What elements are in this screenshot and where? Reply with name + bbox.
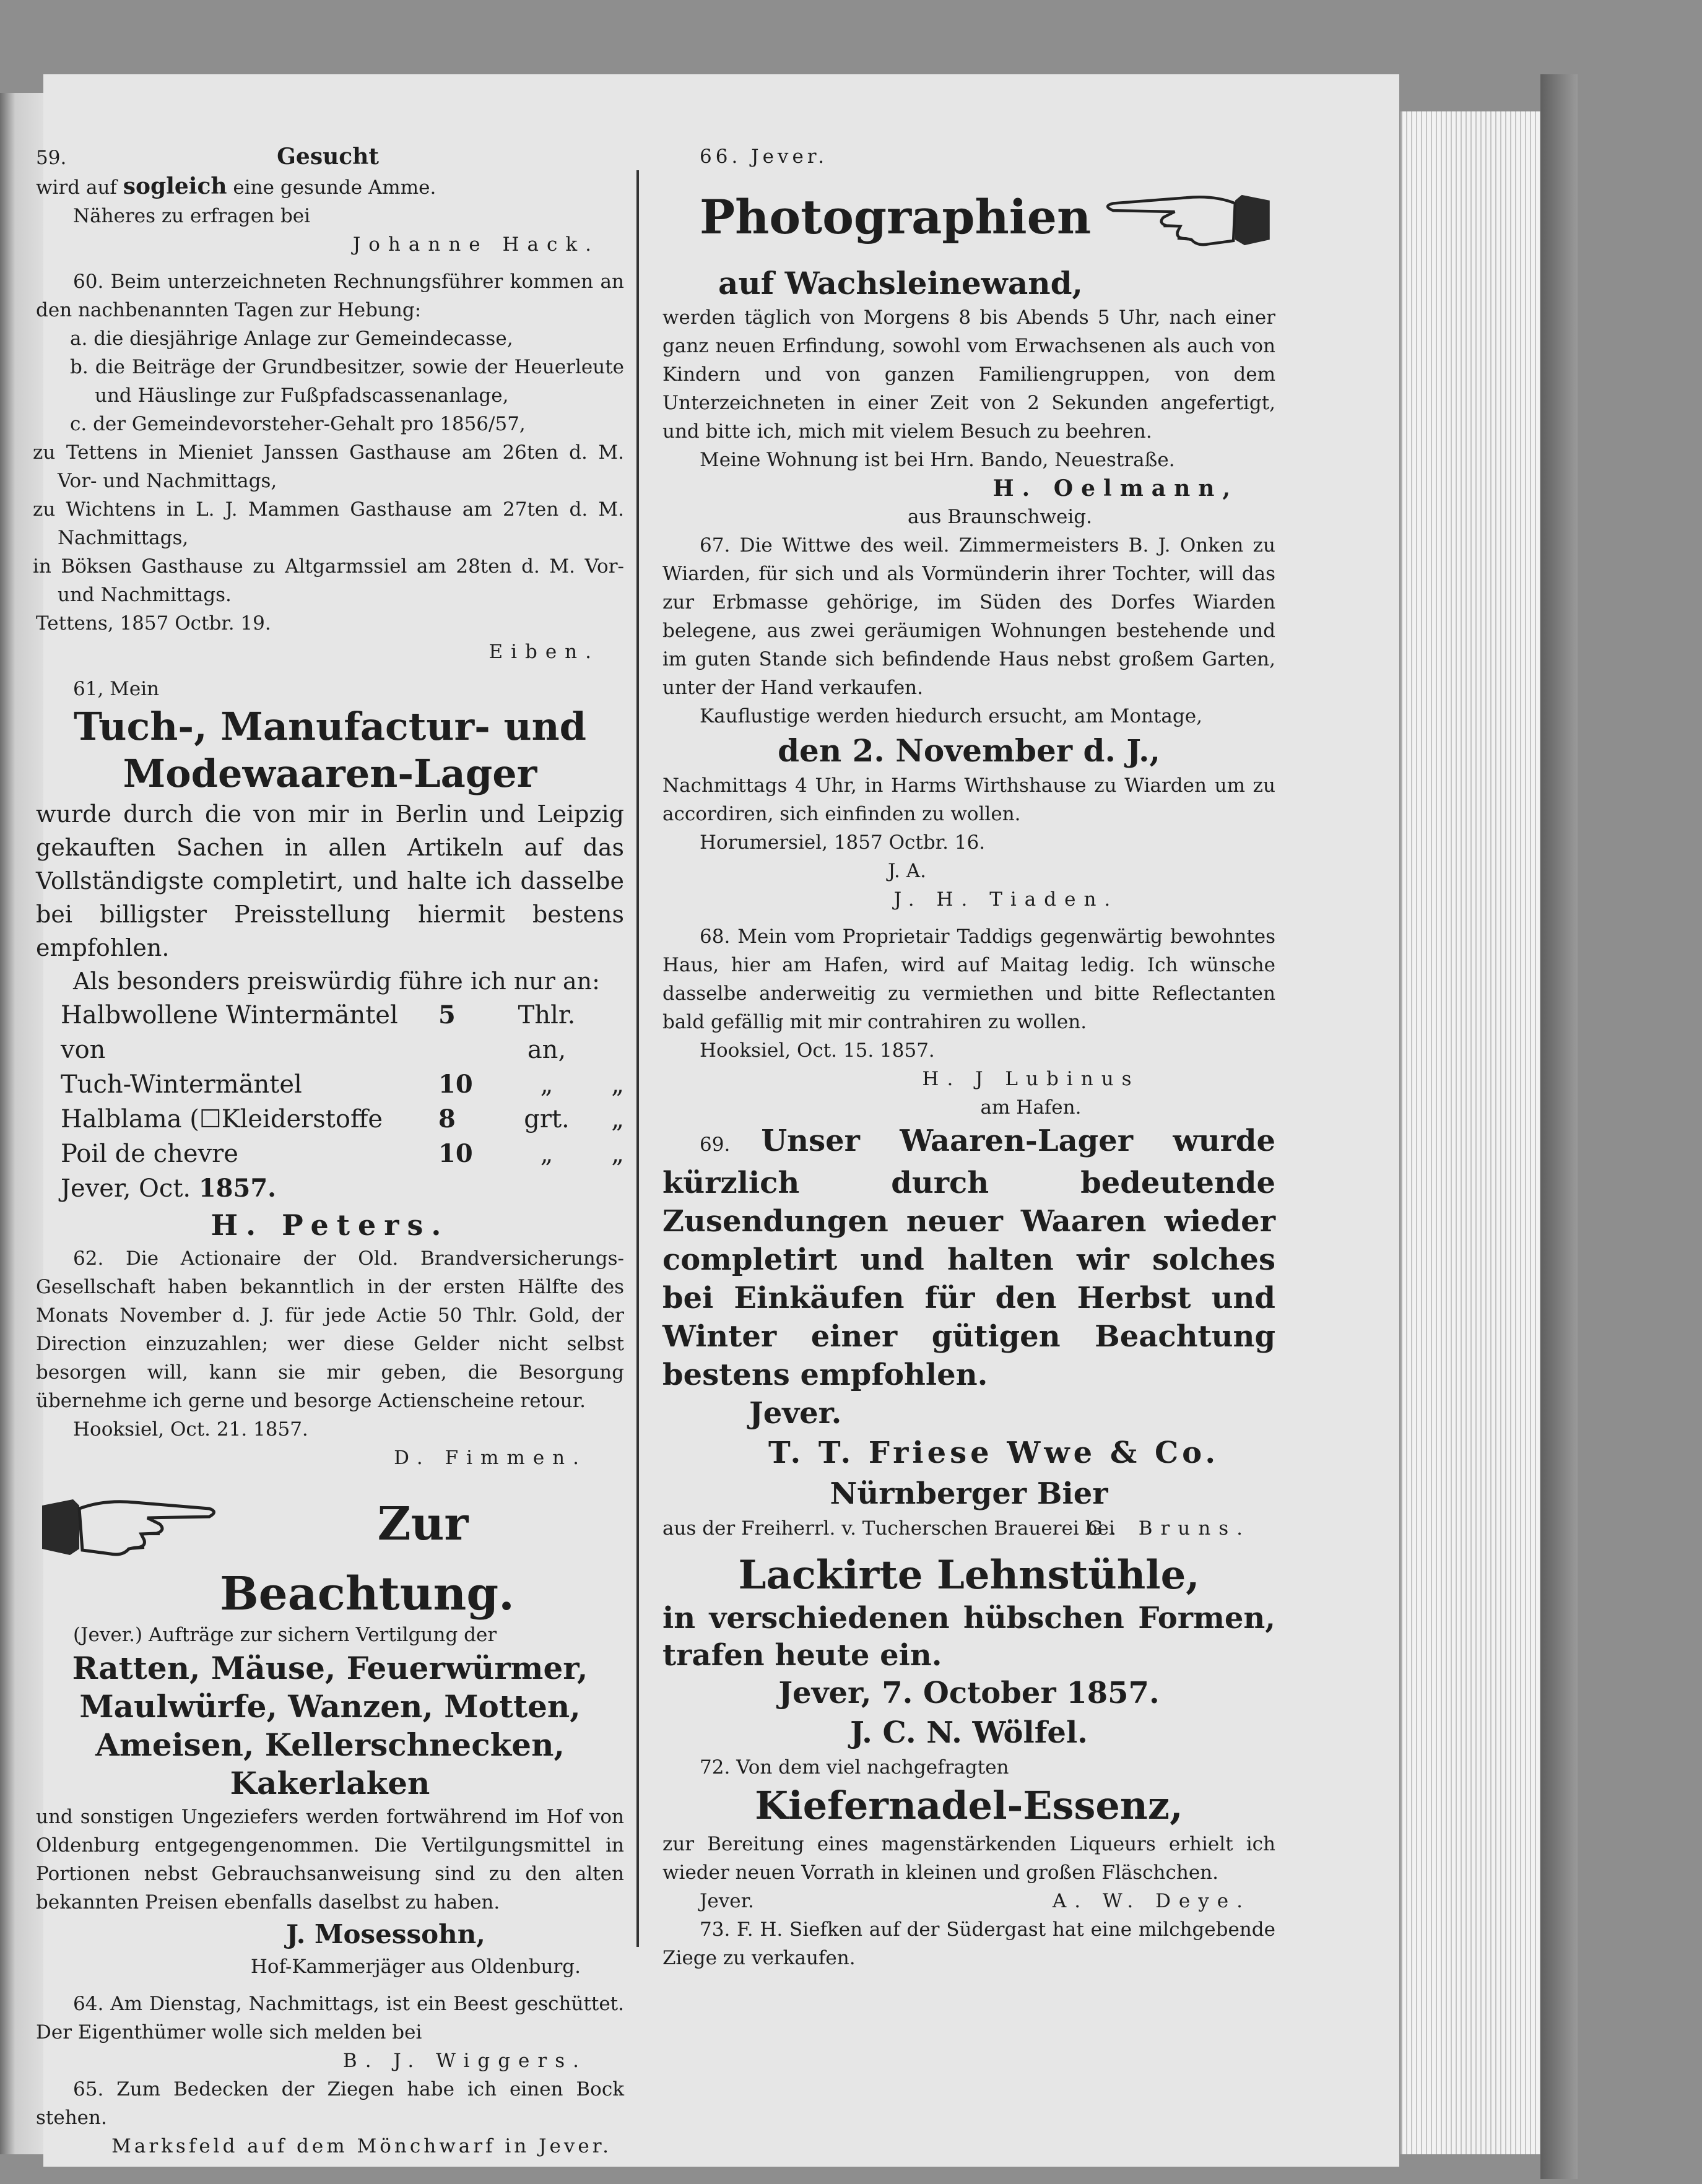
price-ditto: „ [611, 1140, 624, 1168]
price-item-name: Poil de chevre [61, 1140, 238, 1168]
ad-date: Horumersiel, 1857 Octbr. 16. [700, 831, 986, 854]
price-value: 8 [438, 1104, 456, 1133]
ad-text: zur Bereitung eines magenstärkenden Liqueurs erhielt ich wieder neuen Vorrath in kleinen und großen Fläschchen. [662, 1833, 1275, 1884]
list-item: c. der Gemeindevorsteher-Gehalt pro 1856/57, [70, 413, 526, 435]
ad-62 [36, 1244, 624, 1472]
ad-address: Meine Wohnung ist bei Hrn. Bando, Neuestraße. [700, 449, 1175, 471]
ad-title: Lackirte Lehnstühle, [738, 1552, 1200, 1598]
price-row [36, 1137, 624, 1171]
ad-date: Hooksiel, Oct. 21. 1857. [73, 1418, 308, 1441]
ad-subtitle: auf Wachsleinewand, [718, 265, 1083, 301]
ad-signature-title: Hof-Kammerjäger aus Oldenburg. [250, 1956, 581, 1978]
ad-title: Nürnberger Bier [830, 1476, 1108, 1511]
ad-signature-origin: aus Braunschweig. [908, 506, 1092, 528]
ad-text: und sonstigen Ungeziefers werden fortwährend im Hof von Oldenburg entgegengenommen. Die Vertilgungsmittel in Portionen nebst Gebrauchsanweisung sind zu den alten bekannten Preisen ebenfalls daselbst zu haben. [36, 1806, 624, 1913]
ad-73 [662, 1915, 1275, 1972]
ad-70 [662, 1473, 1275, 1543]
ad-signature: A. W. Deye. [1052, 1890, 1251, 1912]
ad-text: Nachmittags 4 Uhr, in Harms Wirthshause zu Wiarden um zu accordiren, sich einfinden zu wollen. [662, 774, 1275, 825]
pointing-hand-left-icon [1091, 171, 1275, 264]
ad-text: 64. Am Dienstag, Nachmittags, ist ein Beest geschüttet. Der Eigenthümer wolle sich melden bei [36, 1993, 624, 2043]
price-item-name: Halblama (☐Kleiderstoffe [61, 1105, 383, 1133]
price-ditto: „ [611, 1105, 624, 1133]
ad-66 [662, 142, 1275, 531]
ad-signature: J. C. N. Wölfel. [850, 1715, 1088, 1750]
ad-signature: D. Fimmen. [394, 1447, 587, 1469]
ad-signature-origin: am Hafen. [980, 1096, 1082, 1119]
price-value: 10 [438, 1070, 473, 1099]
ad-61 [36, 675, 624, 1244]
ad-text: in verschiedenen hübschen Formen, trafen heute ein. [662, 1601, 1275, 1673]
price-list [36, 998, 624, 1171]
ad-number: 69. [700, 1133, 731, 1156]
ad-text: wird auf [36, 176, 117, 199]
ad-date: Jever, Oct. [61, 1174, 191, 1203]
ad-text: 73. F. H. Siefken auf der Südergast hat eine milchgebende Ziege zu verkaufen. [662, 1918, 1275, 1969]
ad-text: 72. Von dem viel nachgefragten [700, 1756, 1009, 1779]
ad-text: Näheres zu erfragen bei [73, 205, 311, 227]
ad-text: 60. Beim unterzeichneten Rechnungsführer kommen an den nachbenannten Tagen zur Hebung: [36, 271, 624, 321]
list-item: b. die Beiträge der Grundbesitzer, sowie der Heuerleute und Häuslinge zur Fußpfadscassenanlage, [70, 356, 624, 407]
ad-signature: J. H. Tiaden. [893, 888, 1119, 911]
ad-number: 66. Jever. [700, 145, 828, 168]
right-column [662, 142, 1275, 1972]
ad-signature: Eiben. [488, 641, 599, 663]
ad-text: 67. Die Wittwe des weil. Zimmermeisters B. J. Onken zu Wiarden, für sich und als Vormünderin ihrer Tochter, will das zur Erbmasse gehörige, im Süden des Dorfes Wiarden belegene, aus zwei geräumigen Wohnungen bestehende und im guten Stande sich befindende Haus nebst großem Garten, unter der Hand verkaufen. [662, 534, 1275, 699]
ad-date-emphasis: den 2. November d. J., [778, 732, 1160, 769]
ad-text: wurde durch die von mir in Berlin und Leipzig gekauften Sachen in allen Artikeln auf das Vollständigste completirt, und halte ich dasselbe bei billigster Preisstellung hiermit bestens empfohlen. [36, 800, 624, 961]
ad-text: Kauflustige werden hiedurch ersucht, am Montage, [700, 705, 1202, 727]
ad-signature: Johanne Hack. [352, 233, 599, 256]
column-rule [636, 170, 639, 1947]
price-row [36, 1102, 624, 1137]
ad-date: Hooksiel, Oct. 15. 1857. [700, 1039, 935, 1062]
list-item: a. die diesjährige Anlage zur Gemeindecasse, [70, 327, 513, 350]
ad-text: eine gesunde Amme. [233, 176, 436, 199]
ad-year: 1857. [198, 1174, 277, 1203]
price-row [36, 998, 624, 1067]
book-cover-edge [1540, 74, 1578, 2179]
ad-date: Tettens, 1857 Octbr. 19. [36, 612, 271, 635]
price-unit: „ [540, 1070, 554, 1099]
place-item: zu Wichtens in L. J. Mammen Gasthause am 27ten d. M. Nachmittags, [33, 498, 624, 549]
ad-date: Jever, 7. October 1857. [778, 1676, 1160, 1710]
ad-title: Beachtung. [220, 1567, 515, 1621]
price-ditto [587, 998, 624, 1067]
ad-title: Modewaaren-Lager [123, 751, 537, 796]
place-item: in Böksen Gasthause zu Altgarmssiel am 28ten d. M. Vor- und Nachmittags. [33, 555, 624, 606]
ad-text: werden täglich von Morgens 8 bis Abends 5 Uhr, nach einer ganz neuen Erfindung, sowohl vom Erwachsenen als auch von Kindern und von ganzen Familiengruppen, von dem Unterzeichneten in einer Zeit von 2 Sekunden angefertigt, und bitte ich, mich mit vielem Besuch zu beehren. [662, 306, 1275, 443]
ad-text: 65. Zum Bedecken der Ziegen habe ich einen Bock stehen. [36, 2078, 624, 2129]
ad-63 [36, 1481, 624, 1981]
price-unit: Thlr. an, [518, 1001, 576, 1064]
page-block-edges [1400, 111, 1542, 2154]
ad-59 [36, 142, 624, 259]
ad-emphasis: sogleich [123, 173, 227, 199]
ad-title: Gesucht [277, 144, 379, 170]
ad-place: Jever. [700, 1890, 754, 1912]
ad-emphasis: Ratten, Mäuse, Feuerwürmer, Maulwürfe, Wanzen, Motten, Ameisen, Kellerschnecken, Kakerlaken [72, 1650, 588, 1801]
ad-71 [662, 1551, 1275, 1753]
ad-signature: T. T. Friese Wwe & Co. [768, 1436, 1220, 1470]
ad-title: Tuch-, Manufactur- und [73, 704, 586, 749]
ad-text: Als besonders preiswürdig führe ich nur an: [73, 968, 600, 995]
price-unit: grt. [524, 1105, 570, 1133]
ad-signature: J. Mosessohn, [286, 1919, 485, 1949]
ad-number: 61, Mein [73, 678, 160, 700]
ad-text: Unser Waaren-Lager wurde kürzlich durch bedeutende Zusendungen neuer Waaren wieder completirt und halten wir solches bei Einkäufen für den Herbst und Winter einer gütigen Beachtung bestens empfohlen. [662, 1124, 1275, 1392]
ad-text: (Jever.) Aufträge zur sichern Vertilgung der [73, 1624, 497, 1646]
ad-signature: Marksfeld auf dem Mönchwarf in Jever. [111, 2135, 612, 2157]
ad-60 [33, 267, 624, 666]
ad-signature: G. Bruns. [1087, 1517, 1251, 1540]
price-item-name: Halbwollene Wintermäntel von [61, 1001, 398, 1064]
ad-ia: J. A. [888, 860, 926, 882]
price-item-name: Tuch-Wintermäntel [61, 1070, 302, 1099]
ad-signature: H. Peters. [211, 1208, 449, 1242]
ad-text: 68. Mein vom Proprietair Taddigs gegenwärtig bewohntes Haus, hier am Hafen, wird auf Maitag ledig. Ich wünsche dasselbe anderweitig zu vermiethen und bitte Reflectanten bald gefällig mit mir contrahiren zu wollen. [662, 925, 1275, 1033]
ad-68 [662, 922, 1275, 1122]
ad-72 [662, 1753, 1275, 1915]
ad-65 [36, 2075, 624, 2160]
ad-number: 59. [36, 147, 67, 169]
price-value: 10 [438, 1139, 473, 1168]
ad-67 [662, 531, 1275, 914]
ad-place: Jever. [749, 1396, 842, 1431]
price-unit: „ [540, 1140, 554, 1168]
ad-title: Kiefernadel-Essenz, [755, 1783, 1183, 1828]
ad-text: 62. Die Actionaire der Old. Brandversicherungs-Gesellschaft haben bekanntlich in der ersten Hälfte des Monats November d. J. für jede Actie 50 Thlr. Gold, der Direction einzuzahlen; wer diese Gelder nicht selbst besorgen will, kann sie mir geben, die Besorgung übernehme ich gerne und besorge Actienscheine retour. [36, 1247, 624, 1412]
place-item: zu Tettens in Mieniet Janssen Gasthause am 26ten d. M. Vor- und Nachmittags, [33, 441, 624, 492]
ad-title: Photographien [700, 189, 1092, 245]
ad-signature: B. J. Wiggers. [342, 2050, 587, 2072]
ad-title: Zur [377, 1497, 469, 1551]
price-row [36, 1067, 624, 1102]
ad-69 [662, 1122, 1275, 1473]
left-column [33, 142, 624, 2160]
ad-64 [36, 1990, 624, 2075]
ad-text: aus der Freiherrl. v. Tucherschen Brauerei bei [662, 1517, 1115, 1540]
ad-signature: H. Oelmann, [992, 475, 1238, 501]
price-value: 5 [438, 1000, 456, 1029]
ad-signature: H. J Lubinus [922, 1068, 1140, 1090]
pointing-hand-right-icon [36, 1481, 222, 1567]
price-ditto: „ [611, 1070, 624, 1099]
